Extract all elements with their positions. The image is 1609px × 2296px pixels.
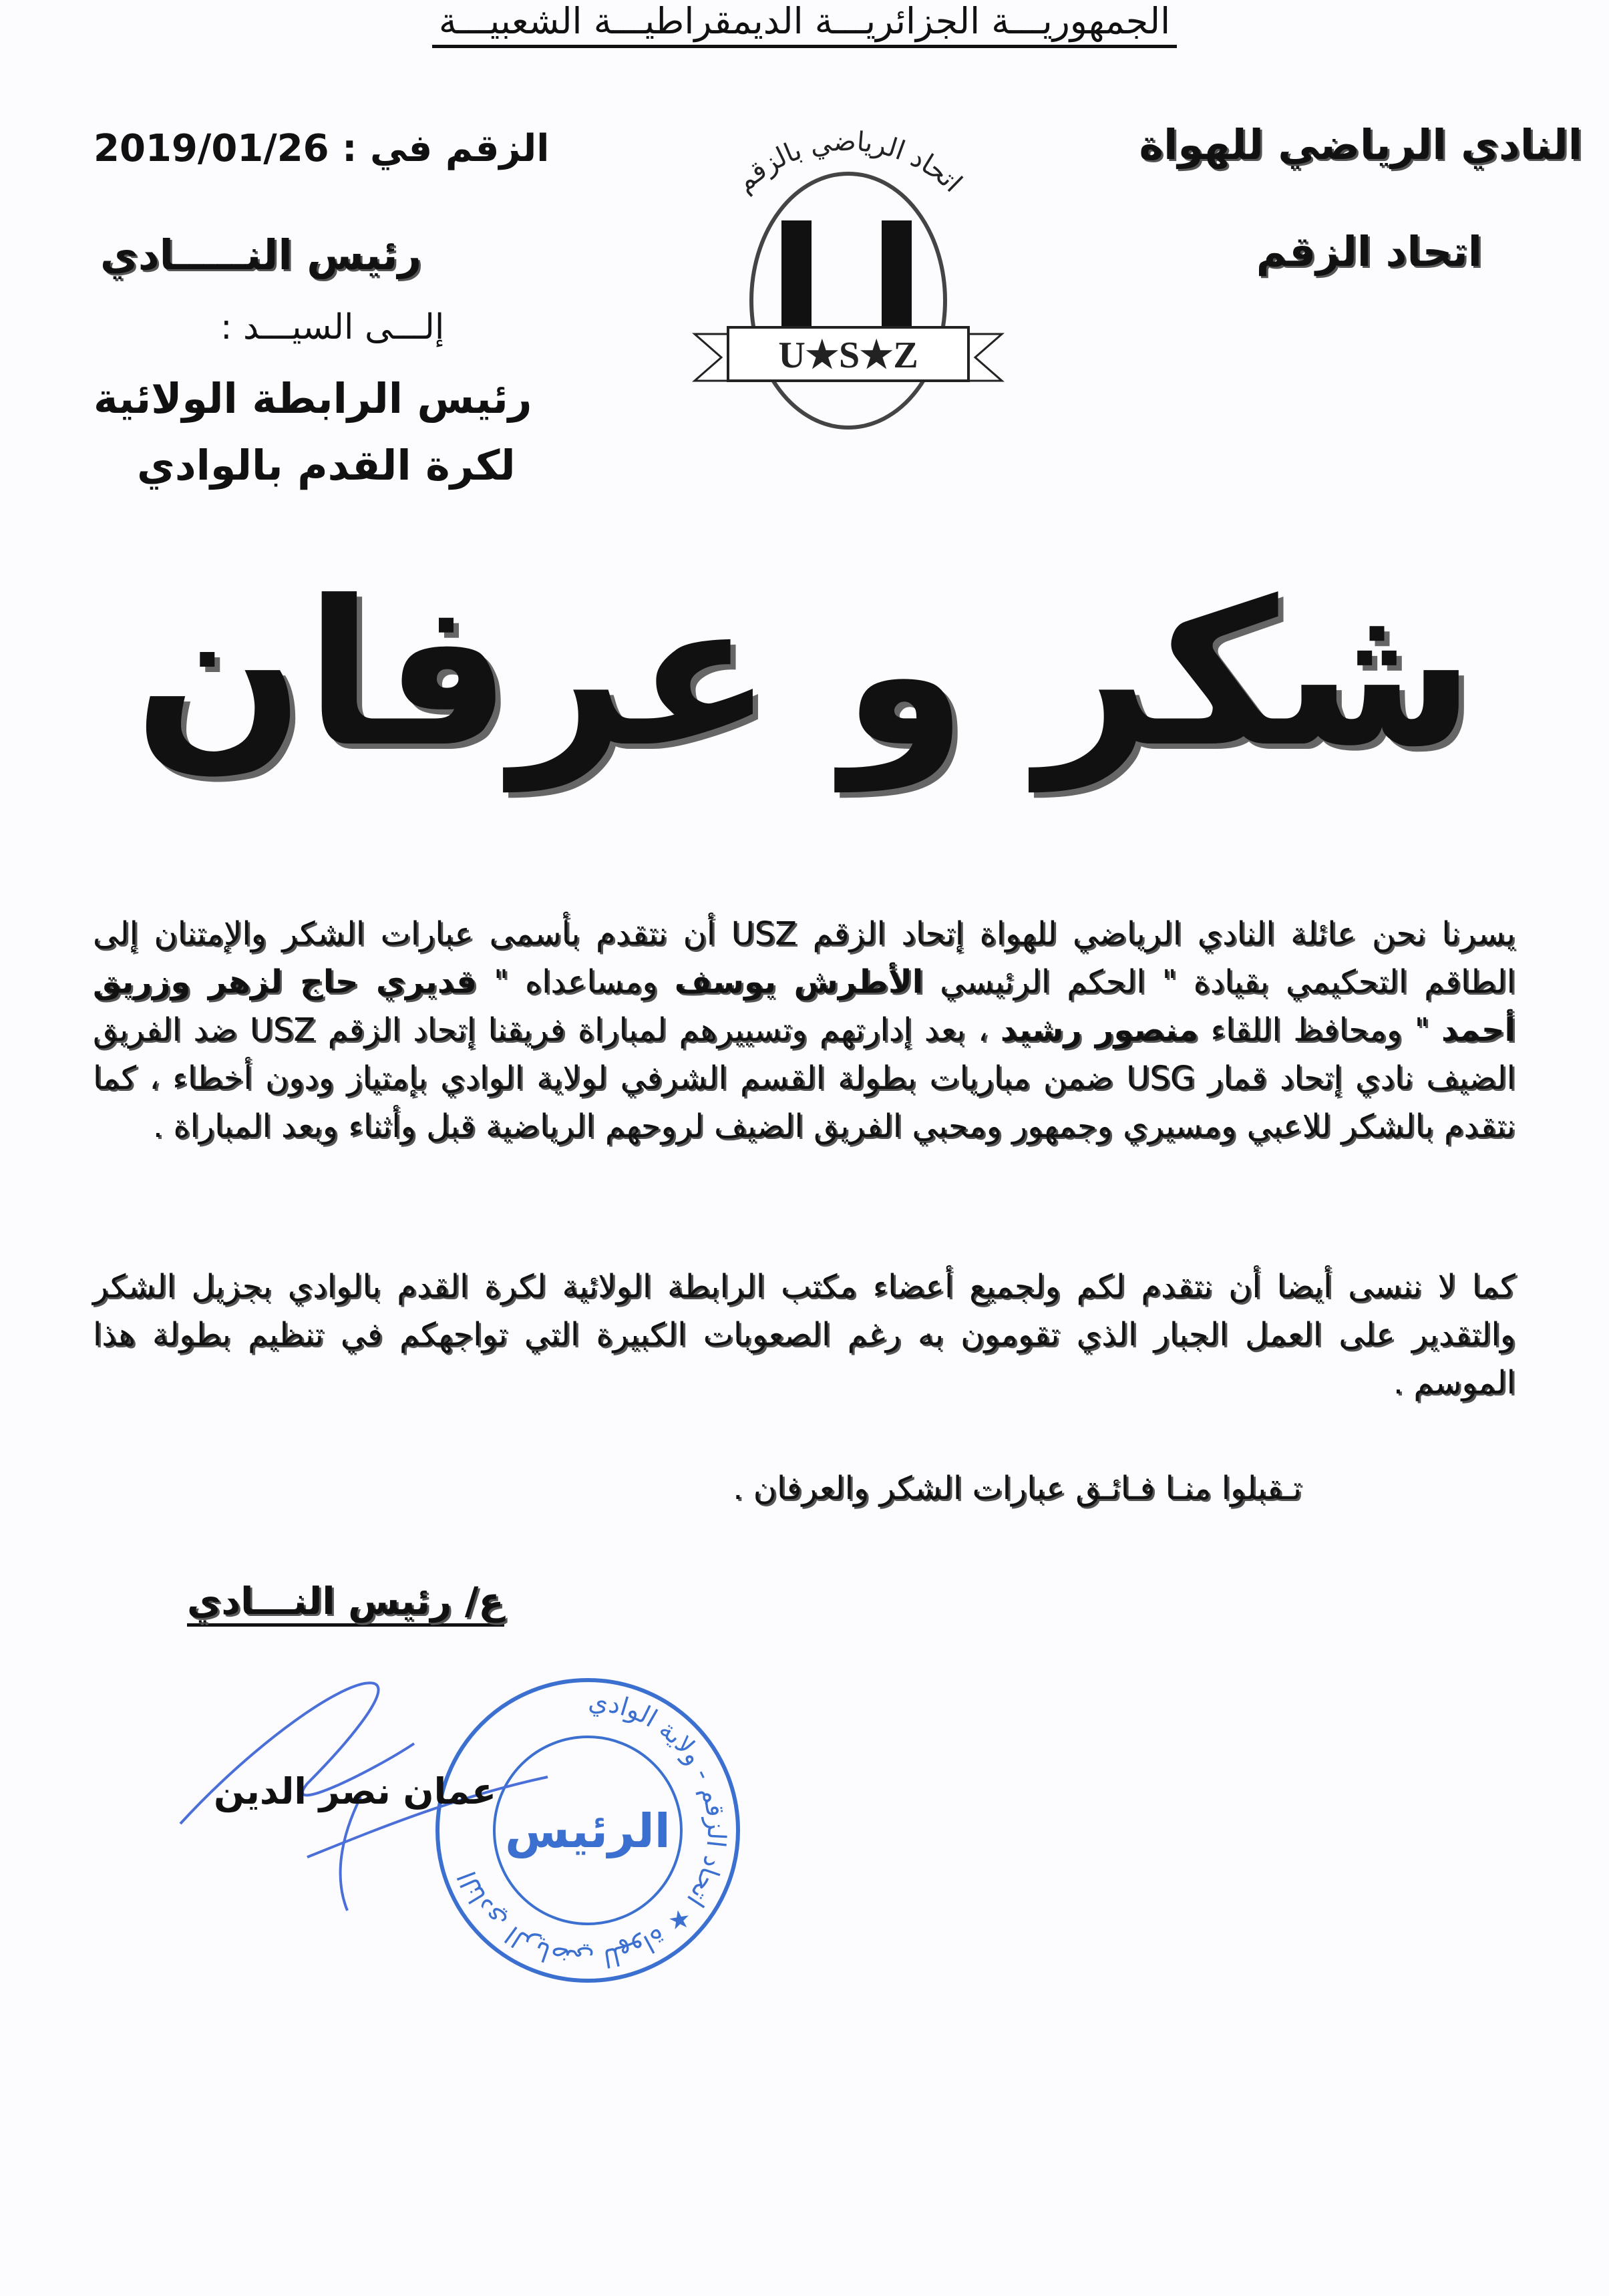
date-label: الزقم في : — [342, 127, 550, 170]
date-value: 2019/01/26 — [94, 127, 329, 170]
assistants-names: قديري حاج لزهر وزريق أحمد — [93, 963, 1515, 1049]
logo-letters: U★S★Z — [778, 335, 918, 376]
signer-name: عمان نصر الدين — [214, 1770, 496, 1812]
sender-title: رئيس النـــــادي — [100, 230, 422, 279]
republic-heading: الجمهوريـــة الجزائريـــة الديمقراطيـــة الشعبيـــة — [0, 0, 1609, 42]
date-line — [94, 127, 549, 170]
recipient-line-2: لكرة القدم بالوادي — [137, 441, 516, 490]
body-paragraph-2: كما لا ننسى أيضا أن نتقدم لكم ولجميع أعضاء مكتب الرابطة الولائية لكرة القدم بالوادي بجزيل الشكر والتقدير على العمل الجبار الذي تقومون به رغم الصعوبات الكبيرة التي تواجهكم في تنظيم بطولة هذا الموسم . — [93, 1268, 1515, 1402]
to-label: إلـــى السيـــد : — [220, 307, 445, 347]
logo-arc-text: اتحاد الرياضي بالزقم — [729, 126, 968, 199]
club-name: النادي الرياضي للهواة — [1139, 120, 1582, 169]
club-subname: اتحاد الزقم — [1256, 227, 1482, 276]
commissioner-name: منصور رشيد — [1000, 1011, 1199, 1049]
recipient-line-1: رئيس الرابطة الولائية — [94, 374, 532, 423]
stamp-ring-text: النادي الرياضي للهواة ★ اتحاد الزقم - ولاية الوادي — [452, 1686, 732, 1975]
club-logo — [668, 114, 1029, 434]
stamp-center-text: الرئيس — [505, 1804, 671, 1858]
signer-title: ع/ رئيس النـــادي — [187, 1580, 504, 1627]
referee-name: الأطرش يوسف — [674, 963, 924, 1001]
closing-line: تـقبلوا منـا فـائـق عبارات الشكر والعرفان . — [733, 1470, 1302, 1507]
body-paragraph-1: يسرنا نحن عائلة النادي الرياضي للهواة إتحاد الزقم USZ أن نتقدم بأسمى عبارات الشكر والإمتنان إلى الطاقم التحكيمي بقيادة " الحكم الرئيسي الأطرش يوسف ومساعداه " قديري حاج لزهر وزريق أحمد " ومحافظ اللقاء منصور رشيد ، بعد إدارتهم وتسييرهم لمباراة فريقنا إتحاد الزقم USZ ضد الفريق الضيف نادي إتحاد قمار USG ضمن مباريات بطولة القسم الشرفي لولاية الوادي بإمتياز ودون أخطاء ، كما نتقدم بالشكر للاعبي ومسيري وجمهور ومحبي الفريق الضيف لروحهم الرياضية قبل وأثناء وبعد المباراة . — [93, 915, 1516, 1145]
document-title: شكر و عرفان — [134, 558, 1475, 791]
